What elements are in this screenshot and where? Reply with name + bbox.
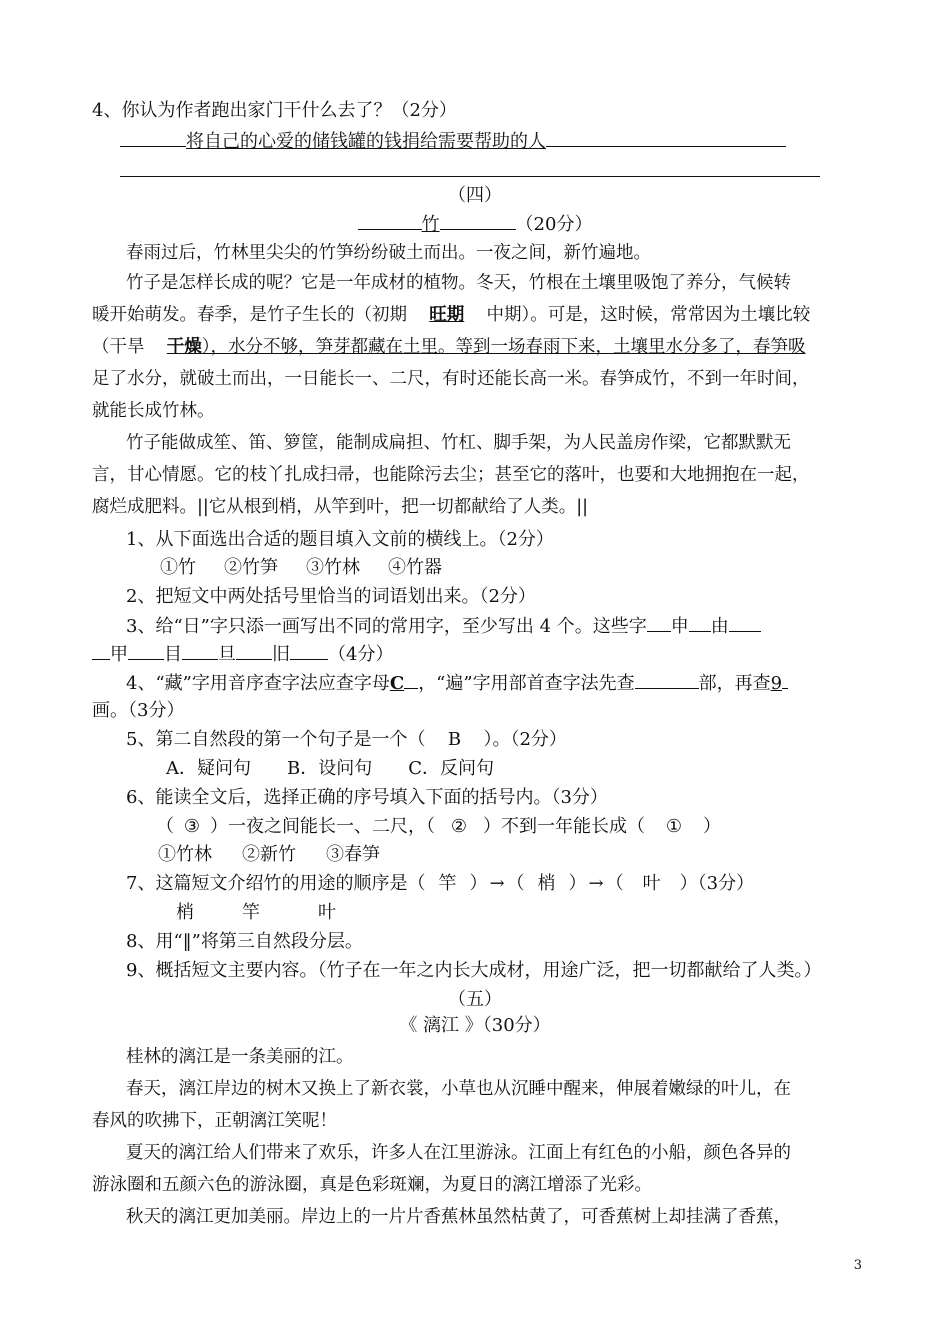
option: ④竹器 — [388, 557, 442, 578]
section-5-number: （五） — [448, 989, 502, 1010]
section-4-number: （四） — [448, 185, 502, 206]
question-8: 8、用“‖”将第三自然段分层。 — [126, 931, 363, 952]
blank — [92, 641, 110, 660]
option: ①竹 — [160, 557, 196, 578]
text-span: 5、第二自然段的第一个句子是一个（ — [126, 729, 426, 750]
answer-number: 9 — [770, 673, 783, 694]
passage-line: 腐烂成肥料。||它从根到梢，从竿到叶，把一切都献给了人类。|| — [92, 497, 589, 517]
question-4-cont: 画。（3分） — [92, 700, 185, 721]
blank — [182, 641, 218, 660]
question-3-cont — [92, 641, 393, 668]
prev-answer-text: 将自己的心爱的储钱罐的钱捐给需要帮助的人 — [186, 131, 546, 152]
word: 竿 — [242, 902, 260, 923]
option: A．疑问句 — [166, 758, 251, 779]
title-score: （20分） — [515, 214, 593, 235]
option: ②新竹 — [242, 844, 296, 865]
answer-char: 甲 — [110, 644, 128, 665]
blank — [120, 128, 186, 147]
score: （3分） — [697, 873, 755, 894]
text-span: 7、这篇短文介绍竹的用途的顺序是（ — [126, 873, 426, 894]
text-span: 3、给“日”字只添一画写出不同的常用字，至少写出 4 个。这些字 — [126, 616, 647, 637]
passage-paragraph: 桂林的漓江是一条美丽的江。 — [126, 1047, 354, 1067]
blank — [440, 211, 516, 230]
question-6-options — [158, 842, 380, 868]
passage-line: 就能长成竹林。 — [92, 401, 215, 421]
text-span: 中期）。可是，这时候，常常因为土壤比较 — [486, 305, 811, 325]
prev-question-4: 4、你认为作者跑出家门干什么去了？（2分） — [92, 100, 457, 121]
answer: B — [447, 729, 462, 750]
text-span: （干旱 — [92, 337, 145, 357]
answer-char: 旧 — [272, 644, 290, 665]
answer: ③ — [183, 816, 201, 837]
option: ③春笋 — [326, 844, 380, 865]
text-span: ）不到一年能长成（ — [483, 816, 645, 837]
answer: 梢 — [537, 873, 556, 894]
answer-char: 由 — [710, 616, 729, 637]
passage-line: 足了水分，就破土而出，一日能长一、二尺，有时还能长高一米。春笋成竹，不到一年时间， — [92, 369, 810, 389]
option: B．设问句 — [287, 758, 373, 779]
question-1: 1、从下面选出合适的题目填入文前的横线上。（2分） — [126, 529, 554, 550]
text-span: ），水分不够，笋芽都藏在土里。等到一场春雨下来，土壤里水分多了，春笋吸 — [201, 337, 806, 357]
text-span: 暖开始萌发。春季，是竹子生长的（初期 — [92, 305, 407, 325]
question-6: 6、能读全文后，选择正确的序号填入下面的括号内。（3分） — [126, 787, 608, 808]
question-3 — [126, 613, 761, 640]
question-7-words — [176, 900, 336, 926]
text-span: ）一夜之间能长一、二尺，（ — [210, 816, 435, 837]
answer-char: 旦 — [218, 644, 236, 665]
blank — [128, 641, 164, 660]
option: C．反问句 — [408, 758, 495, 779]
answer: 竿 — [438, 873, 457, 894]
text-span: ） — [703, 816, 721, 837]
answer: ① — [665, 816, 683, 837]
selected-word: 旺期 — [429, 305, 465, 325]
question-2: 2、把短文中两处括号里恰当的词语划出来。（2分） — [126, 586, 536, 607]
blank — [358, 211, 422, 230]
passage-paragraph: 竹子是怎样长成的呢？它是一年成材的植物。冬天，竹根在土壤里吸饱了养分，气候转 — [126, 273, 791, 293]
text-span: 部，再查 — [698, 673, 771, 694]
title-answer: 竹 — [421, 214, 440, 235]
passage-line: 言，甘心情愿。它的枝丫扎成扫帚，也能除污去尘；甚至它的落叶，也要和大地拥抱在一起， — [92, 465, 810, 485]
arrow-icon: → — [489, 873, 505, 894]
question-5-options — [166, 756, 494, 782]
option: ①竹林 — [158, 844, 212, 865]
prev-answer-line — [120, 128, 786, 155]
answer-letter: C — [389, 673, 405, 694]
blank — [635, 670, 699, 689]
arrow-icon: → — [588, 873, 604, 894]
blank — [647, 613, 671, 632]
question-6-line — [156, 814, 721, 840]
answer: 叶 — [642, 873, 661, 894]
question-1-options — [160, 555, 442, 581]
text-span: 4、“藏”字用音序查字法应查字母 — [126, 673, 390, 694]
text-span: ，“遍”字用部首查字法先查 — [418, 673, 635, 694]
question-7: 7、这篇短文介绍竹的用途的顺序是（ 竿 ） → （ 梢 ） → （ 叶 ）（3分） — [126, 871, 754, 897]
passage-line: 游泳圈和五颜六色的游泳圈，真是色彩斑斓，为夏日的漓江增添了光彩。 — [92, 1175, 652, 1195]
blank — [689, 613, 711, 632]
passage-paragraph: 春天，漓江岸边的树木又换上了新衣裳，小草也从沉睡中醒来，伸展着嫩绿的叶儿，在 — [126, 1079, 791, 1099]
word: 梢 — [176, 902, 194, 923]
page-number: 3 — [853, 1258, 862, 1273]
blank — [782, 670, 788, 689]
question-9: 9、概括短文主要内容。（竹子在一年之内长大成材，用途广泛，把一切都献给了人类。） — [126, 960, 822, 981]
passage-line: 春风的吹拂下，正朝漓江笑呢！ — [92, 1111, 337, 1131]
selected-word: 干燥 — [166, 337, 202, 357]
answer-char: 目 — [164, 644, 182, 665]
option: ③竹林 — [306, 557, 360, 578]
blank — [729, 613, 761, 632]
passage-paragraph: 春雨过后，竹林里尖尖的竹笋纷纷破土而出。一夜之间，新竹遍地。 — [126, 243, 651, 263]
answer-rule — [120, 176, 820, 177]
question-4 — [126, 670, 788, 697]
score: （4分） — [328, 644, 394, 665]
question-5 — [126, 727, 567, 753]
word: 叶 — [318, 902, 336, 923]
passage-paragraph: 夏天的漓江给人们带来了欢乐，许多人在江里游泳。江面上有红色的小船，颜色各异的 — [126, 1143, 791, 1163]
passage-line — [92, 334, 806, 360]
passage-paragraph: 秋天的漓江更加美丽。岸边上的一片片香蕉林虽然枯黄了，可香蕉树上却挂满了香蕉， — [126, 1207, 791, 1227]
blank — [546, 128, 786, 147]
text-span: （ — [156, 816, 174, 837]
blank — [236, 641, 272, 660]
blank — [290, 641, 328, 660]
section-4-title — [0, 211, 950, 238]
answer-char: 申 — [670, 616, 689, 637]
option: ②竹笋 — [224, 557, 278, 578]
passage-line — [92, 302, 810, 328]
section-5-title: 《 漓江 》（30分） — [399, 1015, 551, 1036]
passage-paragraph: 竹子能做成笙、笛、箩筐，能制成扁担、竹杠、脚手架，为人民盖房作梁，它都默默无 — [126, 433, 791, 453]
text-span: ）。（2分） — [483, 729, 567, 750]
answer: ② — [450, 816, 468, 837]
blank — [404, 670, 418, 689]
